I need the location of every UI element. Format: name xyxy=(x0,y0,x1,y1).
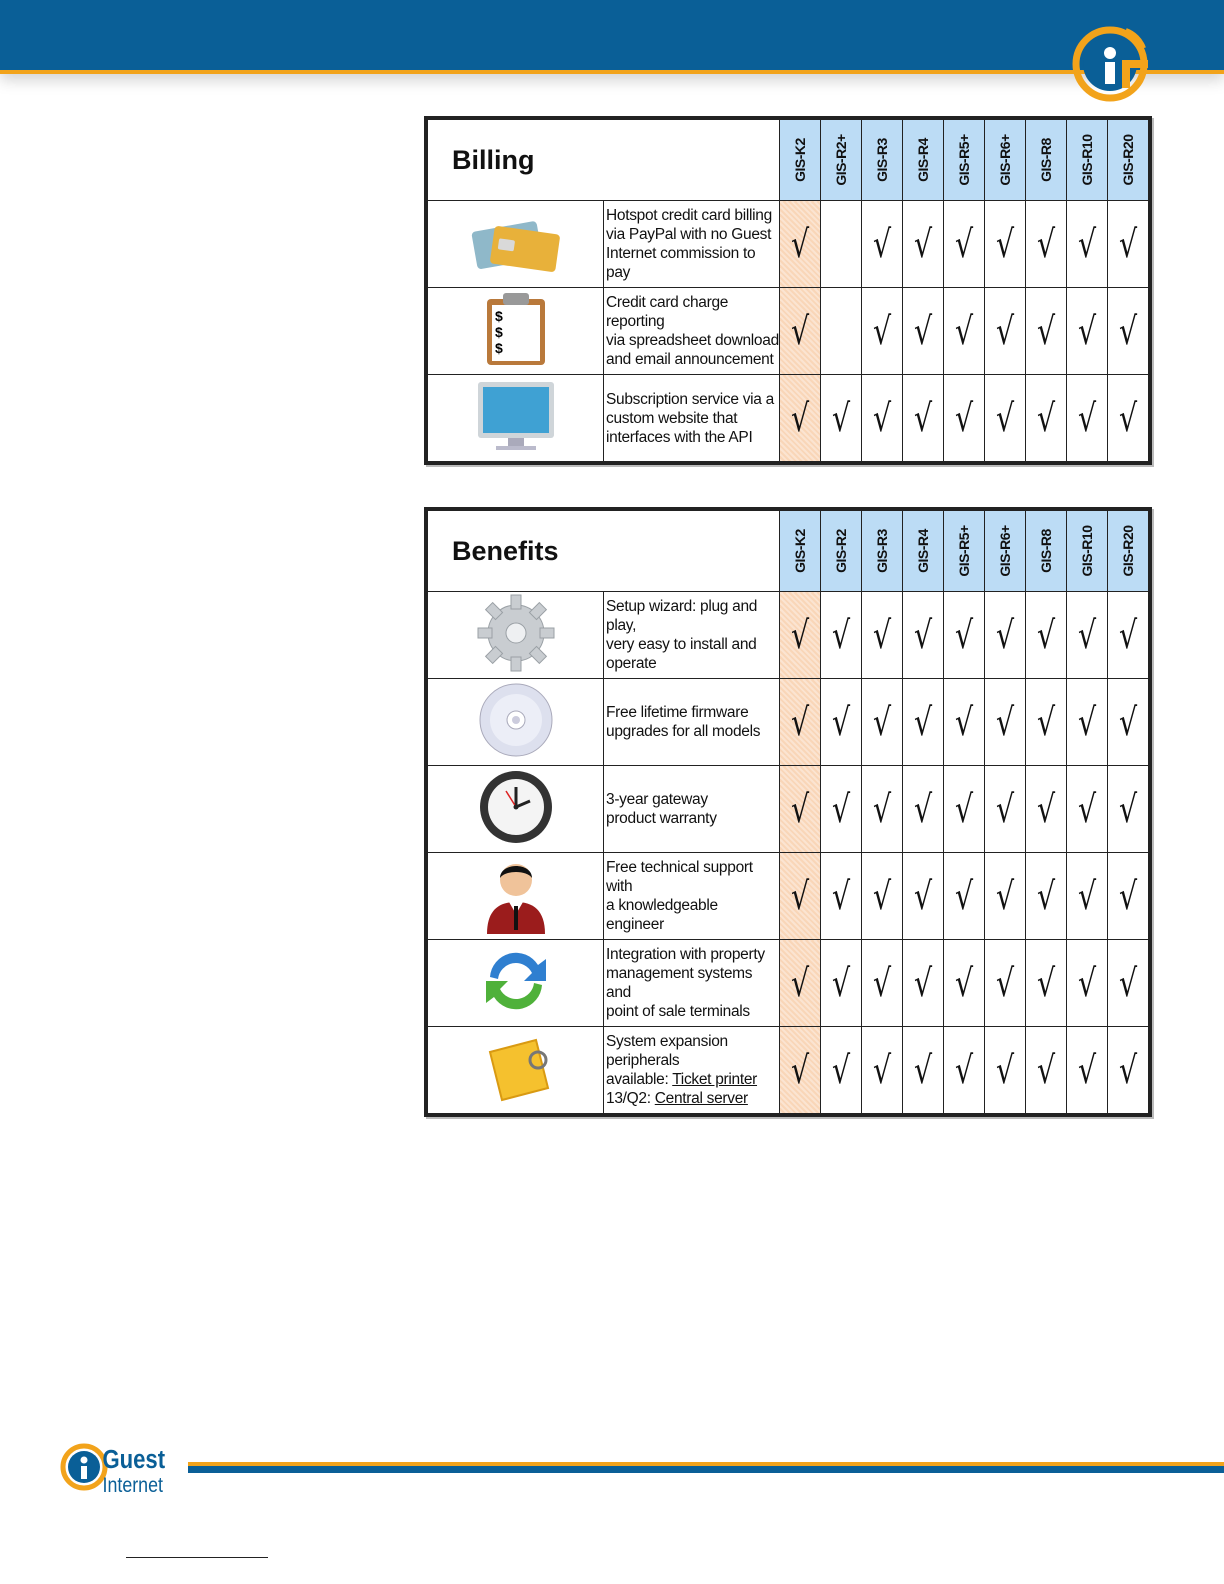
table-row xyxy=(428,592,1149,679)
support-person-icon xyxy=(481,854,551,934)
check-cell: √ xyxy=(780,853,821,940)
model-header: GIS-K2 xyxy=(780,120,821,201)
check-cell: √ xyxy=(821,375,862,462)
check-cell: √ xyxy=(862,1027,903,1114)
check-cell: √ xyxy=(780,679,821,766)
check-cell: √ xyxy=(944,201,985,288)
check-cell: √ xyxy=(862,201,903,288)
model-header: GIS-R2+ xyxy=(821,120,862,201)
model-header: GIS-R8 xyxy=(1026,120,1067,201)
feature-description: Integration with property management systems and point of sale terminals xyxy=(604,940,780,1027)
check-cell: √ xyxy=(903,679,944,766)
check-cell: √ xyxy=(985,592,1026,679)
benefits-title: Benefits xyxy=(428,511,780,592)
table-row xyxy=(428,940,1149,1027)
svg-text:$: $ xyxy=(494,307,503,324)
check-cell: √ xyxy=(1067,940,1108,1027)
check-cell: √ xyxy=(862,288,903,375)
table-row xyxy=(428,375,1149,462)
check-cell: √ xyxy=(944,940,985,1027)
check-cell: √ xyxy=(1108,592,1149,679)
check-cell: √ xyxy=(780,375,821,462)
check-cell: √ xyxy=(862,766,903,853)
model-header: GIS-R10 xyxy=(1067,511,1108,592)
model-header: GIS-R2 xyxy=(821,511,862,592)
credit-card-icon xyxy=(468,212,564,272)
check-cell: √ xyxy=(903,940,944,1027)
disc-icon xyxy=(476,680,556,760)
check-cell: √ xyxy=(1026,288,1067,375)
check-cell: √ xyxy=(903,853,944,940)
check-cell: √ xyxy=(862,853,903,940)
feature-description: Subscription service via a custom website that interfaces with the API xyxy=(604,375,780,462)
footer-bar xyxy=(188,1462,1224,1473)
check-cell: √ xyxy=(780,1027,821,1114)
check-cell: √ xyxy=(1067,679,1108,766)
table-row xyxy=(428,679,1149,766)
check-cell: √ xyxy=(985,853,1026,940)
model-header: GIS-R5+ xyxy=(944,120,985,201)
feature-description: Setup wizard: plug and play, very easy to install and operate xyxy=(604,592,780,679)
gear-icon xyxy=(476,593,556,673)
check-cell: √ xyxy=(944,853,985,940)
check-cell: √ xyxy=(1108,1027,1149,1114)
model-header: GIS-R20 xyxy=(1108,511,1149,592)
central-server-link[interactable]: Central server xyxy=(654,1090,748,1107)
feature-description: Credit card charge reporting via spreadsheet download and email announcement xyxy=(604,288,780,375)
check-cell: √ xyxy=(985,940,1026,1027)
ticket-printer-link[interactable]: Ticket printer xyxy=(672,1071,758,1088)
check-cell: √ xyxy=(821,1027,862,1114)
check-cell: √ xyxy=(1108,940,1149,1027)
table-row xyxy=(428,201,1149,288)
check-cell: √ xyxy=(903,288,944,375)
model-header: GIS-R3 xyxy=(862,511,903,592)
check-cell: √ xyxy=(903,592,944,679)
check-cell: √ xyxy=(1067,1027,1108,1114)
check-cell: √ xyxy=(903,1027,944,1114)
check-cell: √ xyxy=(1026,1027,1067,1114)
model-header: GIS-R6+ xyxy=(985,120,1026,201)
model-header: GIS-R20 xyxy=(1108,120,1149,201)
clock-icon xyxy=(476,767,556,847)
check-cell: √ xyxy=(821,592,862,679)
table-row xyxy=(428,766,1149,853)
model-header: GIS-R4 xyxy=(903,120,944,201)
benefits-table xyxy=(424,507,1152,1117)
check-cell: √ xyxy=(985,201,1026,288)
svg-text:$: $ xyxy=(494,339,503,356)
check-cell: √ xyxy=(780,288,821,375)
check-cell xyxy=(821,288,862,375)
check-cell: √ xyxy=(862,592,903,679)
check-cell: √ xyxy=(862,679,903,766)
svg-text:Internet: Internet xyxy=(102,1473,163,1498)
feature-description: Free lifetime firmware upgrades for all models xyxy=(604,679,780,766)
feature-description: System expansion peripherals available: Ticket printer 13/Q2: Central server xyxy=(604,1027,780,1114)
check-cell: √ xyxy=(944,375,985,462)
model-header: GIS-R4 xyxy=(903,511,944,592)
check-cell: √ xyxy=(1067,766,1108,853)
model-header: GIS-R3 xyxy=(862,120,903,201)
check-cell: √ xyxy=(944,592,985,679)
check-cell: √ xyxy=(944,288,985,375)
check-cell: √ xyxy=(944,1027,985,1114)
monitor-icon xyxy=(474,378,558,454)
billing-table xyxy=(424,116,1152,465)
check-cell: √ xyxy=(1026,679,1067,766)
check-cell: √ xyxy=(985,1027,1026,1114)
check-cell: √ xyxy=(1067,592,1108,679)
check-cell xyxy=(821,201,862,288)
check-cell: √ xyxy=(1108,853,1149,940)
check-cell: √ xyxy=(944,766,985,853)
check-cell: √ xyxy=(1026,940,1067,1027)
model-header: GIS-R6+ xyxy=(985,511,1026,592)
check-cell: √ xyxy=(862,375,903,462)
check-cell: √ xyxy=(1108,766,1149,853)
sync-arrows-icon xyxy=(476,941,556,1021)
footer-rule xyxy=(126,1557,268,1558)
check-cell: √ xyxy=(821,940,862,1027)
check-cell: √ xyxy=(1026,853,1067,940)
check-cell: √ xyxy=(985,288,1026,375)
check-cell: √ xyxy=(1067,375,1108,462)
check-cell: √ xyxy=(780,201,821,288)
check-cell: √ xyxy=(1067,201,1108,288)
check-cell: √ xyxy=(821,766,862,853)
check-cell: √ xyxy=(1026,592,1067,679)
footer-logo-icon xyxy=(60,1440,175,1498)
model-header: GIS-R10 xyxy=(1067,120,1108,201)
check-cell: √ xyxy=(985,375,1026,462)
model-header: GIS-R8 xyxy=(1026,511,1067,592)
billing-title: Billing xyxy=(428,120,780,201)
svg-text:$: $ xyxy=(494,323,503,340)
svg-text:Guest: Guest xyxy=(102,1445,166,1475)
check-cell: √ xyxy=(1026,201,1067,288)
check-cell: √ xyxy=(903,375,944,462)
header-band xyxy=(0,0,1224,70)
check-cell: √ xyxy=(1026,766,1067,853)
check-cell: √ xyxy=(1067,853,1108,940)
feature-description: Free technical support with a knowledgeable engineer xyxy=(604,853,780,940)
check-cell: √ xyxy=(903,766,944,853)
check-cell: √ xyxy=(780,592,821,679)
check-cell: √ xyxy=(862,940,903,1027)
check-cell: √ xyxy=(780,766,821,853)
feature-description: Hotspot credit card billing via PayPal with no Guest Internet commission to pay xyxy=(604,201,780,288)
check-cell: √ xyxy=(903,201,944,288)
clipboard-dollar-icon xyxy=(481,291,551,367)
model-header: GIS-R5+ xyxy=(944,511,985,592)
check-cell: √ xyxy=(780,940,821,1027)
feature-description: 3-year gateway product warranty xyxy=(604,766,780,853)
check-cell: √ xyxy=(1108,375,1149,462)
check-cell: √ xyxy=(1108,201,1149,288)
table-row xyxy=(428,288,1149,375)
model-header: GIS-K2 xyxy=(780,511,821,592)
check-cell: √ xyxy=(944,679,985,766)
check-cell: √ xyxy=(1067,288,1108,375)
tag-icon xyxy=(476,1028,556,1108)
check-cell: √ xyxy=(985,766,1026,853)
check-cell: √ xyxy=(985,679,1026,766)
check-cell: √ xyxy=(821,853,862,940)
check-cell: √ xyxy=(1026,375,1067,462)
check-cell: √ xyxy=(1108,679,1149,766)
check-cell: √ xyxy=(1108,288,1149,375)
check-cell: √ xyxy=(821,679,862,766)
table-row xyxy=(428,853,1149,940)
guest-internet-logo-icon xyxy=(1070,20,1156,106)
table-row xyxy=(428,1027,1149,1114)
